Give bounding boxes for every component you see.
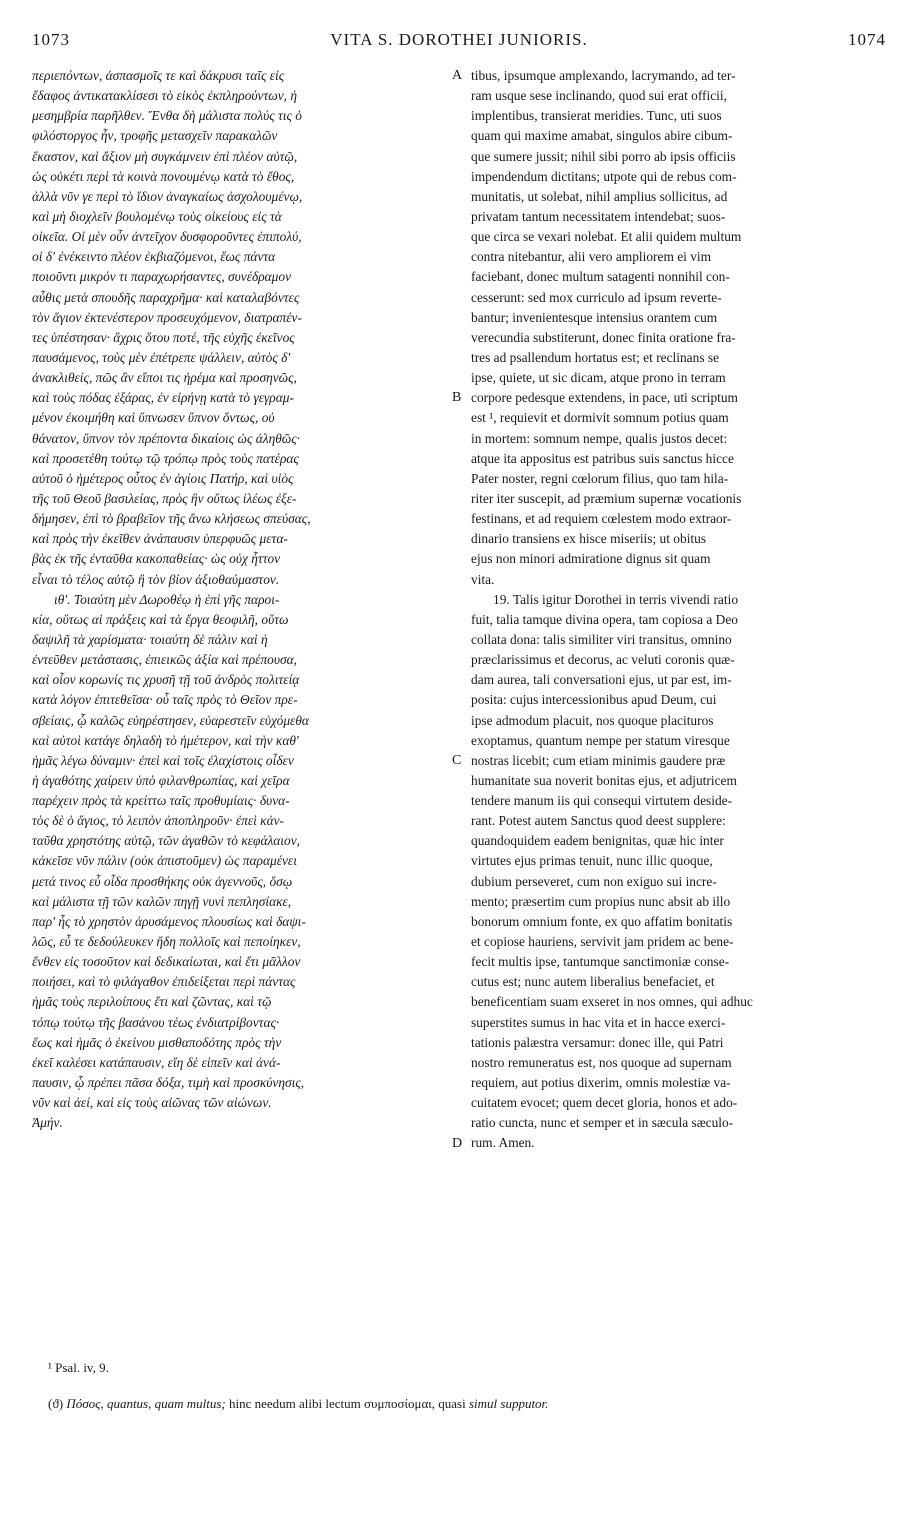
text-line: κία, οὕτως αἱ πράξεις καὶ τὰ ἔργα θεοφιλῆ, οὕτω [32,611,289,627]
margin-marker: A [452,68,463,83]
text-line: δήμησεν, ἐπὶ τὸ βραβεῖον τῆς ἄνω κλήσεως σπεύσας, [32,511,311,527]
text-line: καὶ προσετέθη τούτῳ τῷ τρόπῳ πρὸς τοὺς πατέρας [32,450,299,466]
text-line: παρ' ἧς τὸ χρηστὸν ἀρυσάμενος πλουσίως καὶ δαψι- [32,913,306,929]
text-line: σβείαις, ᾧ καλῶς εὐηρέστησεν, εὐαρεστεῖν εὐχόμεθα [32,712,309,728]
text-line: βὰς ἐκ τῆς ἐνταῦθα κακοπαθείας· ὡς οὐχ ἧττον [32,551,281,567]
text-line: τῆς τοῦ Θεοῦ βασιλείας, πρὸς ἣν οὕτως ἱλέως ἐξε- [32,490,297,506]
text-line: παυσάμενος, τοὺς μὲν ἐπέτρεπε ψάλλειν, αὐτὸς δ' [32,349,291,365]
text-line: μετά τινος εὖ οἶδα προσθήκης οὐκ ἀγεννοῦς, ὅσῳ [32,873,293,889]
text-line: vita. [471,571,495,587]
text-line: κἀκεῖσε νῦν πάλιν (οὐκ ἀπιστοῦμεν) ὡς παραμένει [32,853,297,869]
text-line: θάνατον, ὕπνον τὸν πρέποντα δικαίοις ὡς ἀληθῶς· [32,430,301,446]
text-line: virtutes ejus primas tenuit, nunc illic quoque, [471,853,713,869]
text-line: τὸν ἅγιον ἐκτενέστερον προσευχόμενον, διατραπέν- [32,309,302,325]
text-line: dinario transiens ex hisce miseriis; ut obitus [471,531,707,547]
text-line: cuitatem evocet; quem decet gloria, honos et ado- [471,1095,738,1111]
text-line: καὶ αὐτοὶ κατάγε δηλαδὴ τὸ ἡμέτερον, καὶ τὴν καθ' [32,732,299,748]
text-line: bantur; invenientesque intensius orantem cum [471,309,718,325]
text-line: tationis palæstra versamur: donec ille, qui Patri [471,1034,724,1050]
text-line: καὶ τοὺς πόδας ἐξάρας, ἐν εἰρήνῃ κατὰ τὸ γεγραμ- [32,390,294,406]
text-line: tres ad psallendum hortatus est; et reclinans se [471,349,720,365]
text-line: tendere manum iis qui consequi virtutem deside- [471,793,733,809]
text-line: contra nitebantur, alii vero ampliorem ei vim [471,249,712,265]
text-line: ipse admodum placuit, nos quoque placituros [471,712,714,728]
footnote-2-end: simul supputor. [468,1396,549,1411]
text-line: δαψιλῆ τὰ χαρίσματα· τοιαύτη δὲ πάλιν καὶ ἡ [32,631,268,647]
text-line: καὶ οἷον κορωνίς τις χρυσῆ τῇ τοῦ ἀνδρὸς πολιτείᾳ [32,672,300,688]
text-line: que circa se vexari nolebat. Et alii quidem multum [471,229,742,245]
text-line: ἐκεῖ καλέσει κατάπαυσιν, εἴη δὲ εἰπεῖν καὶ ἀνά- [32,1054,281,1070]
text-line: beneficentiam suam exseret in nos omnes, qui adhuc [471,994,753,1010]
text-line: 19. Talis igitur Dorothei in terris vivendi ratio [493,591,739,607]
text-line: αὖθις μετὰ σπουδῆς παραχρῆμα· καὶ καταλαβόντες [32,289,300,305]
text-line: ejus non minori admiratione dignus sit quam [471,551,711,567]
text-line: implentibus, transierat meridies. Tunc, uti suos [471,108,722,124]
text-line: riter iter suscepit, ad præmium supernæ vocationis [471,490,742,506]
footnote-2 [48,1396,888,1412]
text-line: παρέχειν πρὸς τὰ κρείττω ταῖς προθυμίαις· δυνα- [32,793,290,809]
text-line: nostras licebit; cum etiam minimis gaudere præ [471,752,726,768]
text-line: cesserunt: sed mox curriculo ad ipsum reverte- [471,289,722,305]
footnote-2-greek: Πόσος, [66,1396,104,1411]
text-line: faciebant, donec multum satagenti nonnihil con- [471,269,730,285]
text-line: ἡμᾶς τοὺς περιλοίπους ἔτι καὶ ζῶντας, καὶ τῷ [32,994,272,1010]
text-line: ἕκαστον, καὶ ἄξιον μὴ συγκάμνειν ἐπὶ πλέον αὐτῷ, [32,148,298,164]
text-line: μεσημβρία παρῆλθεν. Ἔνθα δὴ μάλιστα πολύς τις ὁ [32,108,302,124]
text-line: festinans, et ad requiem cœlestem modo extraor- [471,511,732,527]
text-line: privatam tantum necessitatem intendebat; suos- [471,208,726,224]
text-line: αὐτοῦ ὁ ἡμέτερος οὗτος ἐν ἁγίοις Πατήρ, καὶ υἱὸς [32,470,294,486]
running-header [32,30,886,52]
text-line: humanitate sua noverit bonitas ejus, et adjutricem [471,772,737,788]
margin-marker: D [452,1135,463,1151]
text-line: verecundia substiterunt, donec finita oratione fra- [471,329,736,345]
text-line: Ἀμήν. [32,1115,63,1131]
footnote-2-mark: (ϑ) [48,1396,64,1411]
footnote-2-rest: hinc needum alibi lectum συμποσίομαι, quasi [229,1396,466,1411]
text-line: et copiose hauriens, servivit jam pridem ac bene- [471,934,734,950]
text-line: ἕως καὶ ἡμᾶς ὁ ἐκείνου μισθαποδότης πρὸς τὴν [32,1034,282,1050]
text-line: παυσιν, ᾧ πρέπει πᾶσα δόξα, τιμὴ καὶ προσκύνησις, [32,1075,305,1091]
text-line: nostro remuneratus est, nos quoque ad supernam [471,1054,732,1070]
text-line: ὡς οὐκέτι περὶ τὰ κοινὰ πονουμένῳ κατὰ τὸ ἔθος, [32,168,295,184]
text-line: φιλόστοργος ἦν, τροφῆς μετασχεῖν παρακαλῶν [32,128,278,144]
text-line: λῶς, εὖ τε δεδούλευκεν ἤδη πολλοῖς καὶ πεποίηκεν, [32,934,301,950]
text-line: fecit multis ipse, tantumque sanctimoniæ conse- [471,954,730,970]
text-line: Pater noster, regni cœlorum filius, quo tam hila- [471,470,729,486]
text-line: quam qui maxime amabat, singulos abire cibum- [471,128,733,144]
page-number-right: 1074 [848,30,886,49]
running-title: VITA S. DOROTHEI JUNIORIS. [330,30,588,49]
text-line: ποιήσει, καὶ τὸ φιλάγαθον ἐπιδείξεται περὶ πάντας [32,974,296,990]
text-line: superstites sumus in hac vita et in hacce exerci- [471,1014,726,1030]
text-line: τὸς δὲ ὁ ἅγιος, τὸ λειπὸν ἀποπληροῦν· ἐπεὶ κἀν- [32,813,285,829]
text-line: ταῦθα χρηστότης αὐτῷ, τῶν ἀγαθῶν τὸ κεφάλαιον, [32,833,301,849]
text-line: ἀνακλιθείς, πῶς ἂν εἴποι τις ἠρέμα καὶ προσηνῶς, [32,370,297,386]
text-line: καὶ μὴ διοχλεῖν βουλομένῳ τοὺς οἰκείους εἰς τὰ [32,208,282,224]
text-line: ιθ'. Τοιαύτη μὲν Δωροθέῳ ἡ ἐπὶ γῆς παροι- [54,591,280,607]
text-line: ἀλλὰ νῦν γε περὶ τὸ ἴδιον ἀναγκαίως ἀσχολουμένῳ, [32,188,303,204]
text-line: posita: cujus intercessionibus apud Deum, cui [471,692,717,708]
text-line: in mortem: somnum nempe, qualis justos decet: [471,430,728,446]
text-line: μένον ἐκοιμήθη καὶ ὕπνωσεν ὕπνον ὄντως, οὐ [32,410,275,426]
text-line: περιεπόντων, ἀσπασμοῖς τε καὶ δάκρυσι ταῖς εἰς [32,68,285,83]
text-line: impendendum dictitans; utpote qui de rebus com- [471,168,737,184]
text-line: præclarissimus et decorus, ac veluti coronis quæ- [471,652,735,668]
text-line: καὶ μάλιστα τῇ τῶν καλῶν πηγῇ νυνὶ πεπλησίακε, [32,893,292,909]
footnote-2-latin: quantus, quam multus; [106,1396,226,1411]
text-line: οἰκεῖα. Οἱ μὲν οὖν ἀντεῖχον δυσφοροῦντες ἐπιπολύ, [32,229,302,245]
text-line: tibus, ipsumque amplexando, lacrymando, ad ter- [471,68,736,83]
text-line: mento; præsertim cum propius nunc absit ab illo [471,893,731,909]
page-number-left: 1073 [32,30,70,49]
text-line: rant. Potest autem Sanctus quod deest supplere: [471,813,726,829]
text-line: atque ita appositus est patribus suis sanctus hicce [471,450,734,466]
text-line: cutus est; nunc autem liberalius benefaciet, et [471,974,715,990]
text-line: collata dona: talis similiter viri transitus, omnino [471,631,732,647]
text-line: νῦν καὶ ἀεί, καὶ εἰς τοὺς αἰῶνας τῶν αἰώνων. [32,1095,272,1111]
text-line: ἔδαφος ἀντικατακλίσεσι τὸ εἰκὸς ἐκπληρούντων, ἡ [32,88,298,104]
text-line: ἐντεῦθεν μετάστασις, ἐπιεικῶς ἀξία καὶ πρέπουσα, [32,652,297,668]
latin-column [471,66,885,1154]
text-line: ἔνθεν εἰς τοσοῦτον καὶ δεδικαίωται, καὶ ἔτι μᾶλλον [32,954,301,970]
text-line: est ¹, requievit et dormivit somnum potius quam [471,410,729,426]
text-line: exoptamus, quantum nempe per statum viresque [471,732,730,748]
greek-column [32,66,448,1133]
text-line: ram usque sese inclinando, quod sui erat officii, [471,88,727,104]
text-line: bonorum omnium fonte, ex quo affatim bonitatis [471,913,733,929]
text-line: ἡ ἀγαθότης χαίρειν ὑπὸ φιλανθρωπίας, καὶ χεῖρα [32,772,290,788]
text-line: munitatis, ut solebat, nihil amplius sollicitus, ad [471,188,728,204]
text-line: ipse, quiete, ut sic dicam, atque prono in terram [471,370,726,386]
margin-marker: C [452,753,462,769]
text-line: ἡμᾶς λέγω δύναμιν· ἐπεὶ καὶ τοῖς ἐλαχίστοις οἶδεν [32,752,294,768]
text-line: dam aurea, tali conversationi ejus, ut par est, im- [471,672,732,688]
text-line: οἱ δ' ἐνέκειντο πλέον ἐκβιαζόμενοι, ἕως πάντα [32,249,276,265]
text-line: que sumere jussit; nihil sibi porro ab ipsis officiis [471,148,736,164]
text-line: κατὰ λόγον ἐπιτεθεῖσα· οὗ ταῖς πρὸς τὸ Θεῖον πρε- [32,692,298,708]
text-line: requiem, aut potius dixerim, omnis molestiæ va- [471,1075,731,1091]
text-line: dubium perseveret, cum non exiguo sui incre- [471,873,717,889]
text-line: ποιοῦντι μικρόν τι παραχωρήσαντες, συνέδραμον [32,269,292,285]
text-line: corpore pedesque extendens, in pace, uti scriptum [471,390,738,406]
text-line: fuit, talia tamque divina opera, tam copiosa a Deo [471,611,738,627]
text-line: εἶναι τὸ τέλος αὐτῷ ἢ τὸν βίον ἀξιοθαύμαστον. [32,571,280,587]
text-line: καὶ πρὸς τὴν ἐκεῖθεν ἀνάπαυσιν ὑπερφυῶς μετα- [32,531,288,547]
text-line: rum. Amen. [471,1135,535,1151]
text-line: ratio cuncta, nunc et semper et in sæcula sæculo- [471,1115,734,1131]
text-line: quandoquidem eadem benignitas, quæ hic inter [471,833,724,849]
text-line: τες ὑπέστησαν· ἄχρις ὅτου ποτέ, τῆς εὐχῆς ἐκεῖνος [32,329,295,345]
text-line: τόπῳ τούτῳ τῆς βασάνου τέως ἐνδιατρίβοντας· [32,1014,280,1030]
footnote-1: ¹ Psal. iv, 9. [48,1360,109,1375]
margin-marker: B [452,390,462,406]
